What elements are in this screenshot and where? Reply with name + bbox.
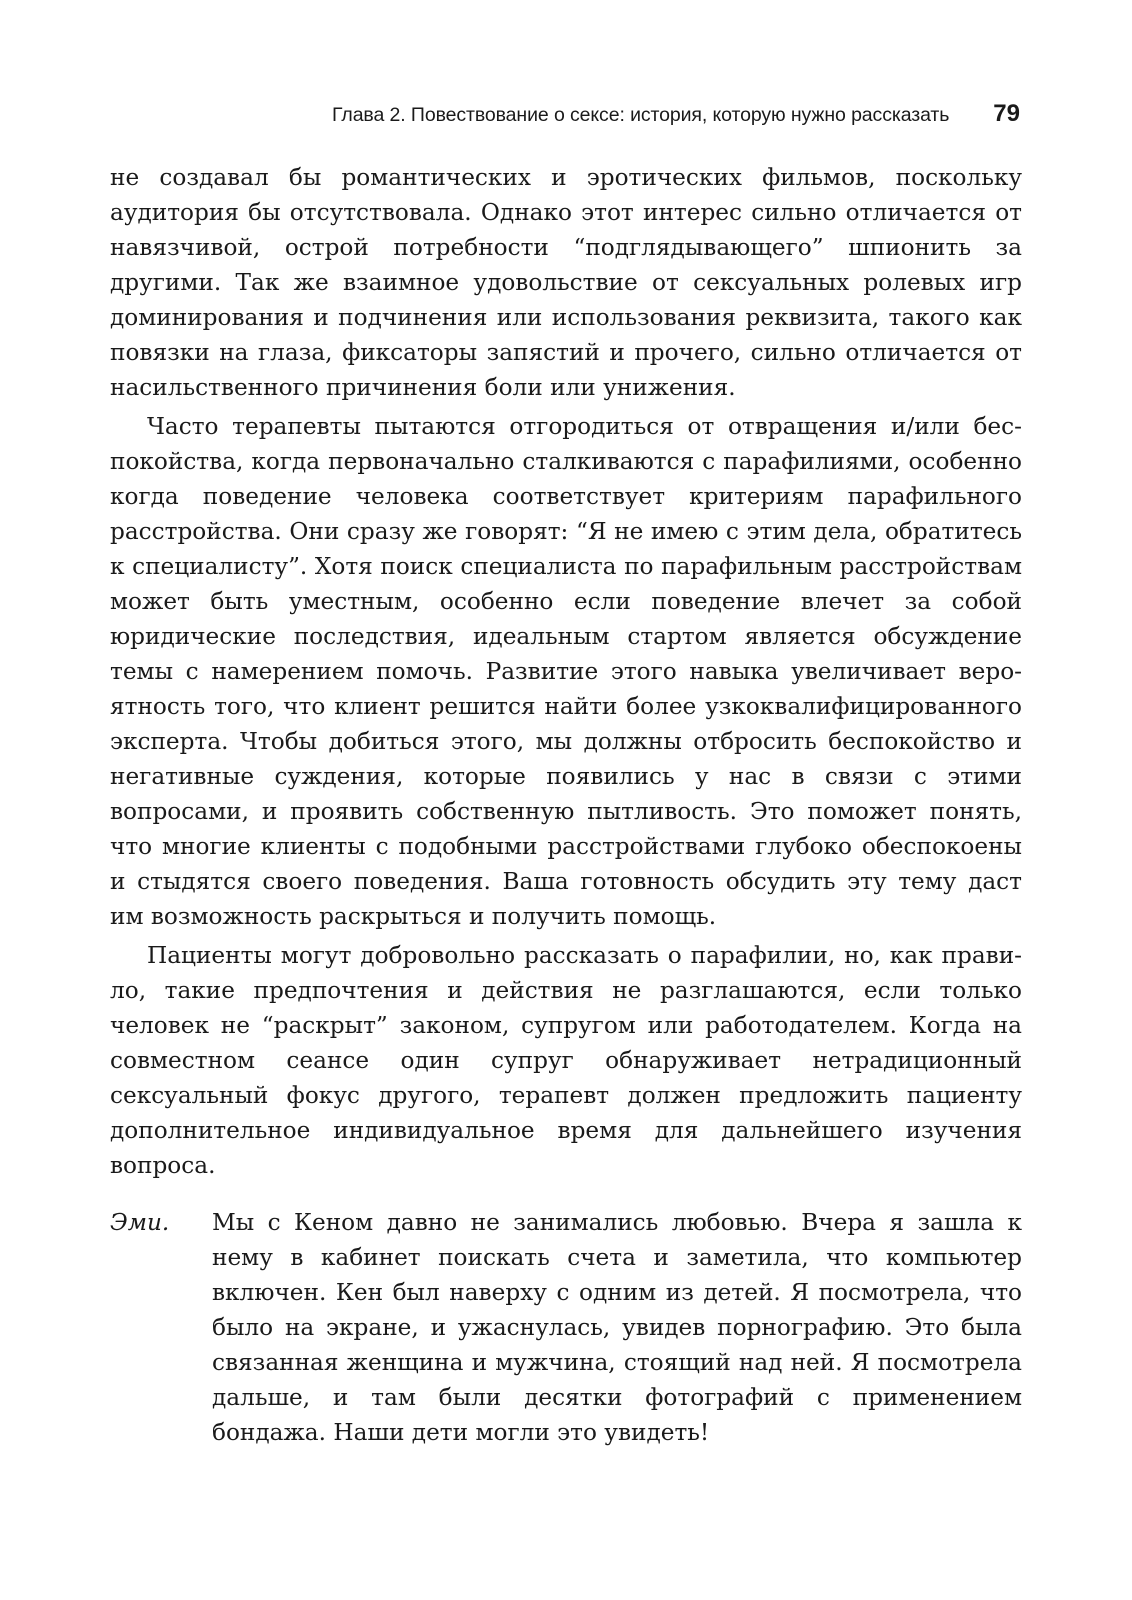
speaker-name: Эми. <box>110 1209 170 1236</box>
body-text <box>110 160 1022 1450</box>
paragraph: Пациенты могут добровольно рассказать о парафилии, но, как правило, такие предпочтения и действия не разглашаются, если только человек не “раскрыт” законом, супругом или работодателем. Когда на совместном сеансе один супруг обнаруживает нетрадиционный сексуальный фокус другого, терапевт должен предложить пациенту дополнительное индивидуальное время для дальнейшего изучения вопроса. <box>110 942 1022 1179</box>
paragraph: Часто терапевты пытаются отгородиться от отвращения и/или беспокойства, когда первоначально сталкиваются с парафилиями, особенно когда поведение человека соответствует критериям парафильного расстройства. Они сразу же говорят: “Я не имею с этим дела, обратитесь к специалисту”. Хотя поиск специалиста по парафильным расстройствам может быть уместным, особенно если поведение влечет за собой юридические последствия, идеальным стартом является обсуждение темы с намерением помочь. Развитие этого навыка увеличивает вероятность того, что клиент решится найти более узкоквалифицированного эксперта. Чтобы добиться этого, мы должны отбросить беспокойство и негативные суждения, которые появились у нас в связи с этими вопросами, и проявить собственную пытливость. Это поможет понять, что многие клиенты с подобными расстройствами глубоко обеспокоены и стыдятся своего поведения. Ваша готовность обсудить эту тему даст им возможность раскрыться и получить помощь. <box>110 413 1022 930</box>
paragraph: не создавал бы романтических и эротических фильмов, поскольку аудитория бы отсутствовала. Однако этот интерес сильно отличается от навязчивой, острой потребности “подглядывающего” шпионить за другими. Так же взаимное удовольствие от сексуальных ролевых игр доминирования и подчинения или использования реквизита, такого как повязки на глаза, фиксаторы запястий и прочего, сильно отличается от насильственного причинения боли или унижения. <box>110 164 1022 401</box>
running-header <box>110 100 1020 128</box>
speech-text: Мы с Кеном давно не занимались любовью. Вчера я зашла к нему в кабинет поискать счета и заметила, что компьютер включен. Кен был наверху с одним из детей. Я посмотрела, что было на экране, и ужаснулась, увидев порнографию. Это была связанная женщина и мужчина, стоящий над ней. Я посмотрела дальше, и там были десятки фотографий с применением бондажа. Наши дети могли это увидеть! <box>212 1209 1022 1446</box>
page-number: 79 <box>993 100 1020 127</box>
dialogue-block <box>110 1205 1022 1450</box>
chapter-title: Глава 2. Повествование о сексе: история, которую нужно рассказать <box>332 104 950 126</box>
